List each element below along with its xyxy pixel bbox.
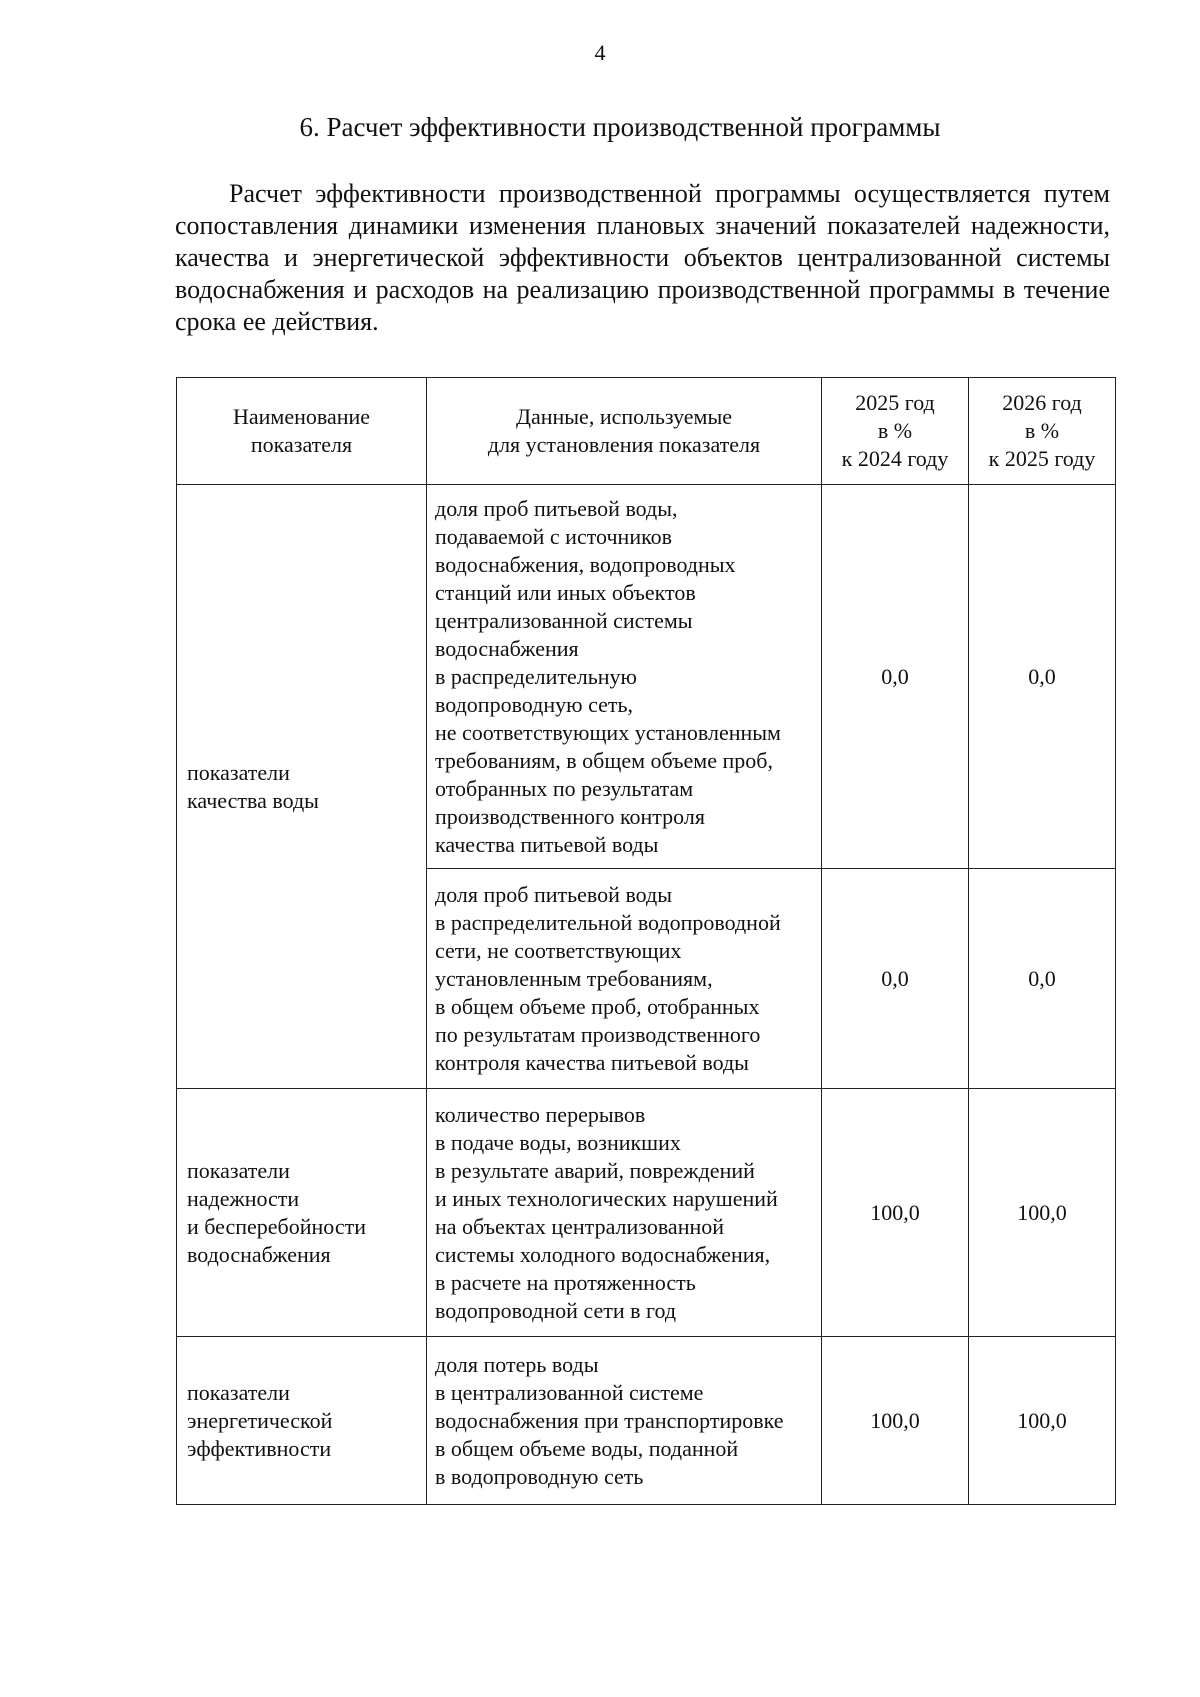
group-name-reliability: показатели надежности и бесперебойности водоснабжения (177, 1089, 427, 1337)
value-2025: 0,0 (822, 485, 969, 869)
value-2025: 100,0 (822, 1089, 969, 1337)
table-header-row (177, 378, 1116, 485)
section-title: 6. Расчет эффективности производственной программы (299, 112, 941, 142)
header-data-used: Данные, используемые для установления показателя (427, 378, 822, 485)
page-number: 4 (594, 40, 606, 65)
header-indicator-name: Наименование показателя (177, 378, 427, 485)
value-2026: 100,0 (969, 1337, 1116, 1505)
value-2026: 0,0 (969, 485, 1116, 869)
table-row (177, 485, 1116, 869)
data-cell: количество перерывов в подаче воды, возникших в результате аварий, повреждений и иных технологических нарушений на объектах централизованной системы холодного водоснабжения, в расчете на протяженность водопроводной сети в год (427, 1089, 822, 1337)
group-name-energy-efficiency: показатели энергетической эффективности (177, 1337, 427, 1505)
header-year-2026: 2026 год в % к 2025 году (969, 378, 1116, 485)
table-row (177, 1089, 1116, 1337)
value-2026: 0,0 (969, 869, 1116, 1089)
efficiency-table (176, 377, 1116, 1505)
value-2026: 100,0 (969, 1089, 1116, 1337)
intro-paragraph: Расчет эффективности производственной программы осуществляется путем сопоставления динамики изменения плановых значений показателей надежности, качества и энергетической эффективности объектов централизованной системы водоснабжения и расходов на реализацию производственной программы в течение срока ее действия. (175, 179, 1110, 336)
group-name-water-quality: показатели качества воды (177, 485, 427, 1089)
data-cell: доля проб питьевой воды, подаваемой с источников водоснабжения, водопроводных станций или иных объектов централизованной системы водоснабжения в распределительную водопроводную сеть, не соответствующих установленным требованиям, в общем объеме проб, отобранных по результатам производственного контроля качества питьевой воды (427, 485, 822, 869)
data-cell: доля проб питьевой воды в распределительной водопроводной сети, не соответствующих установленным требованиям, в общем объеме проб, отобранных по результатам производственного контроля качества питьевой воды (427, 869, 822, 1089)
header-year-2025: 2025 год в % к 2024 году (822, 378, 969, 485)
table-row (177, 1337, 1116, 1505)
data-cell: доля потерь воды в централизованной системе водоснабжения при транспортировке в общем объеме воды, поданной в водопроводную сеть (427, 1337, 822, 1505)
value-2025: 0,0 (822, 869, 969, 1089)
value-2025: 100,0 (822, 1337, 969, 1505)
